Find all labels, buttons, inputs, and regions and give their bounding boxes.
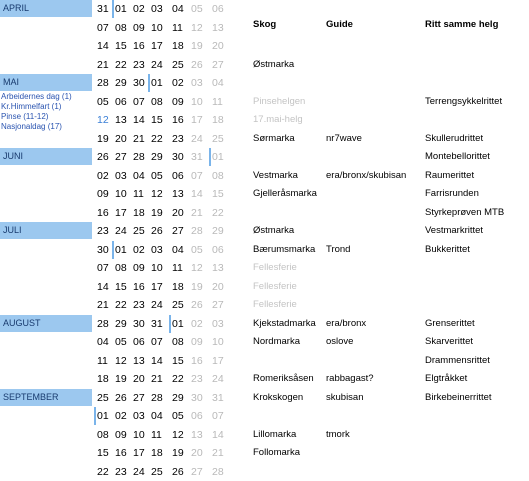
day-cell[interactable]: 14 (151, 355, 163, 367)
day-cell[interactable]: 15 (151, 114, 163, 126)
day-cell[interactable]: 19 (191, 40, 203, 52)
day-cell[interactable]: 20 (172, 207, 184, 219)
ritt-cell[interactable]: Skarverittet (425, 336, 474, 347)
day-cell[interactable]: 10 (151, 22, 163, 34)
week-row (0, 333, 529, 351)
day-cell[interactable]: 04 (172, 244, 184, 256)
week-row (0, 204, 529, 222)
day-cell[interactable]: 05 (191, 244, 203, 256)
day-cell[interactable]: 11 (212, 96, 223, 108)
ritt-cell[interactable]: Skullerudrittet (425, 133, 484, 144)
ritt-cell[interactable]: Drammensrittet (425, 355, 490, 366)
day-cell[interactable]: 18 (133, 207, 145, 219)
day-cell[interactable]: 02 (97, 170, 109, 182)
day-cell[interactable]: 04 (172, 3, 184, 15)
day-cell[interactable]: 24 (212, 373, 224, 385)
day-cell[interactable]: 14 (191, 188, 203, 200)
day-cell[interactable]: 16 (133, 40, 145, 52)
day-cell[interactable]: 09 (97, 188, 109, 200)
week-row (0, 19, 529, 37)
day-cell[interactable]: 16 (97, 207, 109, 219)
day-cell[interactable]: 06 (191, 410, 203, 422)
month-label: JUNI (0, 148, 92, 165)
day-cell[interactable]: 07 (212, 410, 224, 422)
day-cell[interactable]: 31 (97, 3, 109, 15)
day-cell[interactable]: 28 (151, 392, 163, 404)
day-cell[interactable]: 28 (97, 318, 109, 330)
month-label: AUGUST (0, 315, 92, 332)
skog-cell[interactable]: Østmarka (253, 59, 295, 70)
day-cell[interactable]: 07 (97, 262, 109, 274)
day-cell[interactable]: 07 (133, 96, 145, 108)
month-label: JULI (0, 222, 92, 239)
day-cell[interactable]: 11 (172, 262, 183, 274)
day-cell[interactable]: 18 (212, 114, 224, 126)
header-ritt: Ritt samme helg (425, 19, 499, 30)
day-cell[interactable]: 16 (115, 447, 127, 459)
day-cell[interactable]: 27 (133, 392, 145, 404)
day-cell[interactable]: 01 (169, 315, 190, 333)
day-cell[interactable]: 09 (172, 96, 184, 108)
week-row (0, 463, 529, 481)
day-cell[interactable]: 14 (133, 114, 145, 126)
day-cell[interactable]: 13 (133, 355, 145, 367)
week-row (0, 296, 529, 314)
day-cell[interactable]: 21 (97, 299, 109, 311)
day-cell[interactable]: 01 (112, 0, 133, 18)
day-cell[interactable]: 21 (151, 373, 163, 385)
day-cell[interactable]: 09 (133, 262, 145, 274)
day-cell[interactable]: 29 (151, 151, 163, 163)
day-cell[interactable]: 05 (97, 96, 109, 108)
day-cell[interactable]: 18 (97, 373, 109, 385)
day-cell[interactable]: 15 (115, 281, 127, 293)
month-label: APRIL (0, 0, 92, 17)
day-cell[interactable]: 29 (115, 77, 127, 89)
day-cell[interactable]: 01 (209, 148, 230, 166)
day-cell[interactable]: 22 (212, 207, 224, 219)
guide-cell[interactable]: nr7wave (326, 133, 362, 144)
day-cell[interactable]: 17 (151, 281, 163, 293)
day-cell[interactable]: 25 (172, 59, 184, 71)
day-cell[interactable]: 13 (212, 262, 224, 274)
day-cell[interactable]: 31 (212, 392, 224, 404)
ritt-cell[interactable]: Vestmarkrittet (425, 225, 484, 236)
day-cell[interactable]: 21 (191, 207, 203, 219)
day-cell[interactable]: 13 (172, 188, 184, 200)
guide-cell[interactable]: tmork (326, 429, 350, 440)
day-cell[interactable]: 15 (97, 447, 109, 459)
day-cell[interactable]: 30 (172, 151, 184, 163)
day-cell[interactable]: 08 (151, 96, 163, 108)
day-cell[interactable]: 20 (115, 133, 127, 145)
day-cell[interactable]: 06 (212, 244, 224, 256)
day-cell[interactable]: 18 (172, 40, 184, 52)
day-cell[interactable]: 26 (191, 299, 203, 311)
day-cell[interactable]: 16 (133, 281, 145, 293)
day-cell[interactable]: 01 (148, 74, 169, 92)
day-cell[interactable]: 25 (151, 466, 163, 478)
skog-cell[interactable]: Gjelleråsmarka (253, 188, 317, 199)
day-cell[interactable]: 25 (172, 299, 184, 311)
day-cell[interactable]: 02 (133, 3, 145, 15)
day-cell[interactable]: 21 (212, 447, 224, 459)
day-cell[interactable]: 02 (172, 77, 184, 89)
day-cell[interactable]: 22 (115, 299, 127, 311)
day-cell[interactable]: 27 (172, 225, 184, 237)
guide-cell[interactable]: skubisan (326, 392, 364, 403)
day-cell[interactable]: 11 (172, 22, 183, 34)
day-cell[interactable]: 17 (151, 40, 163, 52)
day-cell[interactable]: 30 (191, 392, 203, 404)
day-cell[interactable]: 30 (97, 244, 109, 256)
day-cell[interactable]: 10 (151, 262, 163, 274)
day-cell[interactable]: 25 (133, 225, 145, 237)
day-cell[interactable]: 25 (212, 133, 224, 145)
day-cell[interactable]: 21 (97, 59, 109, 71)
day-cell[interactable]: 03 (151, 244, 163, 256)
day-cell[interactable]: 05 (172, 410, 184, 422)
week-row (0, 370, 529, 388)
month-label: SEPTEMBER (0, 389, 92, 406)
week-row (0, 167, 529, 185)
day-cell[interactable]: 09 (191, 336, 203, 348)
day-cell[interactable]: 06 (172, 170, 184, 182)
day-cell[interactable]: 26 (151, 225, 163, 237)
day-cell[interactable]: 20 (133, 373, 145, 385)
day-cell[interactable]: 24 (133, 466, 145, 478)
ritt-cell[interactable]: Montebellorittet (425, 151, 490, 162)
day-cell[interactable]: 17 (191, 114, 203, 126)
day-cell[interactable]: 19 (172, 447, 184, 459)
day-cell[interactable]: 12 (151, 188, 163, 200)
day-cell[interactable]: 03 (191, 77, 203, 89)
day-cell[interactable]: 21 (133, 133, 145, 145)
week-row (0, 185, 529, 203)
day-cell[interactable]: 26 (115, 392, 127, 404)
day-cell[interactable]: 29 (115, 318, 127, 330)
day-cell[interactable]: 17 (115, 207, 127, 219)
day-cell[interactable]: 18 (172, 281, 184, 293)
day-cell[interactable]: 15 (212, 188, 224, 200)
week-row (0, 407, 529, 425)
day-cell[interactable]: 31 (191, 151, 203, 163)
day-cell[interactable]: 20 (212, 40, 224, 52)
header-guide: Guide (326, 19, 353, 30)
day-cell[interactable]: 28 (97, 77, 109, 89)
ritt-cell[interactable]: Styrkeprøven MTB (425, 207, 505, 218)
day-cell[interactable]: 15 (115, 40, 127, 52)
day-cell[interactable]: 02 (191, 318, 203, 330)
day-cell[interactable]: 22 (151, 133, 163, 145)
day-cell[interactable]: 23 (133, 299, 145, 311)
skog-cell[interactable]: Fellesferie (253, 262, 297, 273)
day-cell[interactable]: 10 (133, 429, 145, 441)
day-cell[interactable]: 03 (133, 410, 145, 422)
day-cell[interactable]: 23 (172, 133, 184, 145)
day-cell[interactable]: 08 (97, 429, 109, 441)
day-cell[interactable]: 31 (151, 318, 163, 330)
day-cell[interactable]: 22 (97, 466, 109, 478)
skog-cell[interactable]: Nordmarka (253, 336, 300, 347)
day-cell[interactable]: 06 (133, 336, 145, 348)
day-cell[interactable]: 10 (115, 188, 127, 200)
week-row (0, 241, 529, 259)
week-row (0, 259, 529, 277)
day-cell[interactable]: 27 (212, 59, 224, 71)
day-cell[interactable]: 08 (172, 336, 184, 348)
ritt-cell[interactable]: Bukkerittet (425, 244, 470, 255)
holiday-list (0, 92, 93, 132)
day-cell[interactable]: 23 (133, 59, 145, 71)
day-cell[interactable]: 26 (191, 59, 203, 71)
day-cell[interactable]: 19 (115, 373, 127, 385)
day-cell[interactable]: 28 (133, 151, 145, 163)
day-cell[interactable]: 05 (115, 336, 127, 348)
skog-cell[interactable]: Vestmarka (253, 170, 298, 181)
holiday-item: Pinse (11-12) (1, 112, 49, 121)
day-cell[interactable]: 12 (191, 262, 203, 274)
day-cell[interactable]: 04 (151, 410, 163, 422)
day-cell[interactable]: 27 (115, 151, 127, 163)
day-cell[interactable]: 14 (97, 281, 109, 293)
week-row (0, 37, 529, 55)
day-cell[interactable]: 24 (191, 133, 203, 145)
skog-cell[interactable]: Fellesferie (253, 299, 297, 310)
skog-cell[interactable]: Romeriksåsen (253, 373, 314, 384)
holiday-item: Nasjonaldag (17) (1, 122, 62, 131)
skog-cell[interactable]: Lillomarka (253, 429, 297, 440)
day-cell[interactable]: 30 (133, 318, 145, 330)
skog-cell[interactable]: Fellesferie (253, 281, 297, 292)
guide-cell[interactable]: era/bronx (326, 318, 367, 329)
day-cell[interactable]: 07 (97, 22, 109, 34)
day-cell[interactable]: 11 (151, 429, 162, 441)
day-cell[interactable]: 11 (133, 188, 144, 200)
skog-cell[interactable]: 17.mai-helg (253, 114, 303, 125)
day-cell[interactable]: 15 (172, 355, 184, 367)
guide-cell[interactable]: rabbagast? (326, 373, 374, 384)
day-cell[interactable]: 10 (212, 336, 224, 348)
week-row (0, 444, 529, 462)
day-cell[interactable]: 11 (97, 355, 108, 367)
skog-cell[interactable]: Bærumsmarka (253, 244, 316, 255)
week-row (0, 130, 529, 148)
day-cell[interactable]: 13 (191, 429, 203, 441)
day-cell[interactable]: 17 (212, 355, 224, 367)
day-cell[interactable]: 03 (212, 318, 224, 330)
day-cell[interactable]: 05 (151, 170, 163, 182)
day-cell[interactable]: 22 (172, 373, 184, 385)
week-row (0, 278, 529, 296)
day-cell[interactable]: 01 (112, 241, 133, 259)
ritt-cell[interactable]: Terrengsykkelrittet (425, 96, 503, 107)
day-cell[interactable]: 09 (133, 22, 145, 34)
day-cell[interactable]: 08 (212, 170, 224, 182)
day-cell[interactable]: 03 (115, 170, 127, 182)
day-cell[interactable]: 29 (212, 225, 224, 237)
ritt-cell[interactable]: Grenserittet (425, 318, 475, 329)
day-cell[interactable]: 29 (172, 392, 184, 404)
skog-cell[interactable]: Sørmarka (253, 133, 295, 144)
day-cell[interactable]: 23 (191, 373, 203, 385)
day-cell[interactable]: 16 (191, 355, 203, 367)
day-cell[interactable]: 04 (97, 336, 109, 348)
day-cell[interactable]: 24 (151, 299, 163, 311)
ritt-cell[interactable]: Birkebeinerrittet (425, 392, 492, 403)
day-cell[interactable]: 30 (133, 77, 145, 89)
ritt-cell[interactable]: Farrisrunden (425, 188, 479, 199)
day-cell[interactable]: 24 (151, 59, 163, 71)
day-cell[interactable]: 04 (212, 77, 224, 89)
skog-cell[interactable]: Kjekstadmarka (253, 318, 316, 329)
day-cell[interactable]: 10 (191, 96, 203, 108)
day-cell[interactable]: 20 (191, 447, 203, 459)
week-row (0, 426, 529, 444)
day-cell[interactable]: 19 (191, 281, 203, 293)
day-cell[interactable]: 28 (212, 466, 224, 478)
guide-cell[interactable]: oslove (326, 336, 354, 347)
day-cell[interactable]: 27 (191, 466, 203, 478)
day-cell[interactable]: 06 (115, 96, 127, 108)
day-cell[interactable]: 07 (191, 170, 203, 182)
day-cell[interactable]: 18 (151, 447, 163, 459)
day-cell[interactable]: 17 (133, 447, 145, 459)
day-cell[interactable]: 07 (151, 336, 163, 348)
guide-cell[interactable]: era/bronx/skubisan (326, 170, 407, 181)
day-cell[interactable]: 08 (115, 262, 127, 274)
day-cell[interactable]: 05 (191, 3, 203, 15)
day-cell[interactable]: 12 (115, 355, 127, 367)
day-cell[interactable]: 04 (133, 170, 145, 182)
day-cell[interactable]: 26 (172, 466, 184, 478)
day-cell[interactable]: 27 (212, 299, 224, 311)
day-cell[interactable]: 23 (115, 466, 127, 478)
day-cell[interactable]: 20 (212, 281, 224, 293)
day-cell[interactable]: 12 (191, 22, 203, 34)
day-cell[interactable]: 16 (172, 114, 184, 126)
day-cell[interactable]: 02 (133, 244, 145, 256)
day-cell[interactable]: 06 (212, 3, 224, 15)
day-cell[interactable]: 03 (151, 3, 163, 15)
day-cell[interactable]: 12 (172, 429, 184, 441)
ritt-cell[interactable]: Raumerittet (425, 170, 475, 181)
day-cell[interactable]: 19 (97, 133, 109, 145)
skog-cell[interactable]: Østmarka (253, 225, 295, 236)
guide-cell[interactable]: Trond (326, 244, 351, 255)
day-cell[interactable]: 28 (191, 225, 203, 237)
day-cell[interactable]: 02 (115, 410, 127, 422)
day-cell[interactable]: 25 (97, 392, 109, 404)
day-cell[interactable]: 22 (115, 59, 127, 71)
day-cell[interactable]: 14 (212, 429, 224, 441)
ritt-cell[interactable]: Elgtråkket (425, 373, 468, 384)
day-cell[interactable]: 13 (115, 114, 127, 126)
day-cell[interactable]: 01 (94, 407, 115, 425)
day-cell[interactable]: 13 (212, 22, 224, 34)
day-cell[interactable]: 26 (97, 151, 109, 163)
day-cell[interactable]: 08 (115, 22, 127, 34)
day-cell[interactable]: 19 (151, 207, 163, 219)
skog-cell[interactable]: Pinsehelgen (253, 96, 306, 107)
skog-cell[interactable]: Follomarka (253, 447, 300, 458)
holiday-item: Kr.Himmelfart (1) (1, 102, 62, 111)
header-skog: Skog (253, 19, 277, 30)
month-label: MAI (0, 74, 92, 91)
holiday-item: Arbeidernes dag (1) (1, 92, 72, 101)
week-row (0, 352, 529, 370)
day-cell[interactable]: 23 (97, 225, 109, 237)
day-cell[interactable]: 24 (115, 225, 127, 237)
week-row (0, 56, 529, 74)
day-cell[interactable]: 14 (97, 40, 109, 52)
skog-cell[interactable]: Krokskogen (253, 392, 304, 403)
day-cell[interactable]: 12 (97, 114, 109, 126)
day-cell[interactable]: 09 (115, 429, 127, 441)
